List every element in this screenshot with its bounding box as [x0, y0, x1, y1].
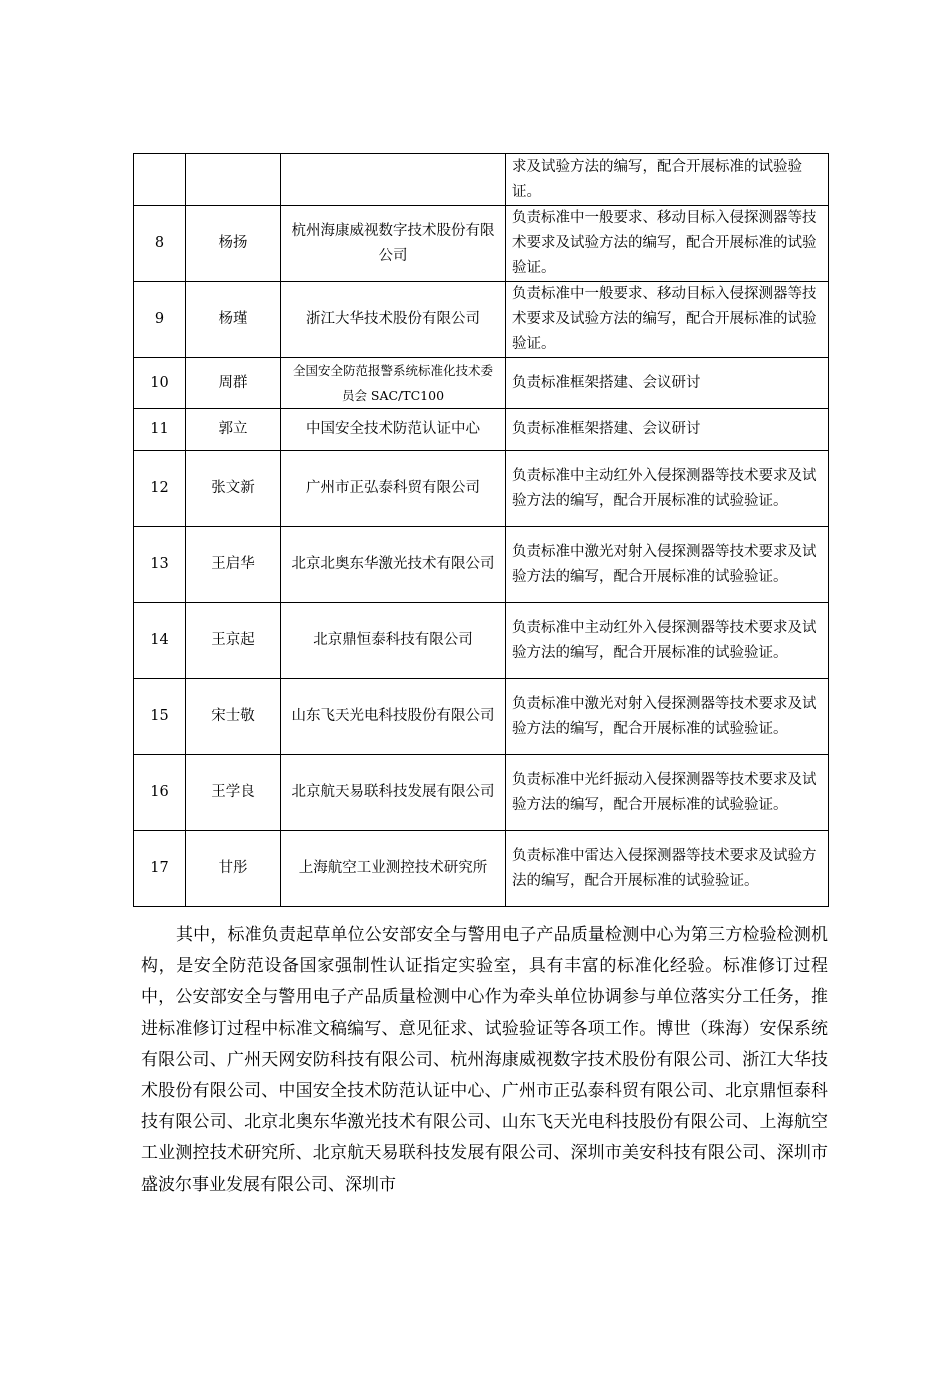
member-name: 甘彤 — [186, 831, 281, 907]
table-row — [134, 603, 829, 679]
member-name: 周群 — [186, 358, 281, 409]
table-row — [134, 679, 829, 755]
member-duty: 负责标准中一般要求、移动目标入侵探测器等技术要求及试验方法的编写，配合开展标准的试验验证。 — [506, 206, 829, 282]
member-name: 张文新 — [186, 451, 281, 527]
member-name — [186, 154, 281, 206]
table-row — [134, 206, 829, 282]
row-number: 17 — [134, 831, 186, 907]
member-duty: 负责标准中雷达入侵探测器等技术要求及试验方法的编写，配合开展标准的试验验证。 — [506, 831, 829, 907]
row-number: 8 — [134, 206, 186, 282]
member-unit: 上海航空工业测控技术研究所 — [281, 831, 506, 907]
table-row — [134, 282, 829, 358]
member-name: 郭立 — [186, 409, 281, 451]
member-duty: 负责标准中一般要求、移动目标入侵探测器等技术要求及试验方法的编写，配合开展标准的试验验证。 — [506, 282, 829, 358]
member-unit: 杭州海康威视数字技术股份有限公司 — [281, 206, 506, 282]
member-unit: 北京北奥东华激光技术有限公司 — [281, 527, 506, 603]
member-duty: 负责标准中激光对射入侵探测器等技术要求及试验方法的编写，配合开展标准的试验验证。 — [506, 679, 829, 755]
table-row — [134, 831, 829, 907]
member-unit: 全国安全防范报警系统标准化技术委员会 SAC/TC100 — [281, 358, 506, 409]
member-unit: 北京航天易联科技发展有限公司 — [281, 755, 506, 831]
row-number: 16 — [134, 755, 186, 831]
member-unit: 中国安全技术防范认证中心 — [281, 409, 506, 451]
member-duty: 负责标准框架搭建、会议研讨 — [506, 409, 829, 451]
member-unit — [281, 154, 506, 206]
member-name: 宋士敬 — [186, 679, 281, 755]
member-unit: 广州市正弘泰科贸有限公司 — [281, 451, 506, 527]
member-name: 王学良 — [186, 755, 281, 831]
row-number: 9 — [134, 282, 186, 358]
member-duty: 负责标准框架搭建、会议研讨 — [506, 358, 829, 409]
participant-table — [133, 153, 829, 907]
member-unit: 山东飞天光电科技股份有限公司 — [281, 679, 506, 755]
table-row — [134, 154, 829, 206]
table-row — [134, 755, 829, 831]
body-paragraph: 其中，标准负责起草单位公安部安全与警用电子产品质量检测中心为第三方检验检测机构，是安全防范设备国家强制性认证指定实验室，具有丰富的标准化经验。标准修订过程中，公安部安全与警用电子产品质量检测中心作为牵头单位协调参与单位落实分工任务，推进标准修订过程中标准文稿编写、意见征求、试验验证等各项工作。博世（珠海）安保系统有限公司、广州天网安防科技有限公司、杭州海康威视数字技术股份有限公司、浙江大华技术股份有限公司、中国安全技术防范认证中心、广州市正弘泰科贸有限公司、北京鼎恒泰科技有限公司、北京北奥东华激光技术有限公司、山东飞天光电科技股份有限公司、上海航空工业测控技术研究所、北京航天易联科技发展有限公司、深圳市美安科技有限公司、深圳市盛波尔事业发展有限公司、深圳市 — [141, 925, 828, 1195]
row-number: 10 — [134, 358, 186, 409]
table-row — [134, 451, 829, 527]
row-number: 13 — [134, 527, 186, 603]
member-name: 杨瑾 — [186, 282, 281, 358]
table-row — [134, 527, 829, 603]
table-row — [134, 409, 829, 451]
row-number — [134, 154, 186, 206]
member-duty: 负责标准中主动红外入侵探测器等技术要求及试验方法的编写，配合开展标准的试验验证。 — [506, 451, 829, 527]
member-duty: 负责标准中激光对射入侵探测器等技术要求及试验方法的编写，配合开展标准的试验验证。 — [506, 527, 829, 603]
row-number: 14 — [134, 603, 186, 679]
member-duty: 负责标准中主动红外入侵探测器等技术要求及试验方法的编写，配合开展标准的试验验证。 — [506, 603, 829, 679]
row-number: 11 — [134, 409, 186, 451]
member-name: 王京起 — [186, 603, 281, 679]
member-name: 王启华 — [186, 527, 281, 603]
member-unit: 北京鼎恒泰科技有限公司 — [281, 603, 506, 679]
table-row — [134, 358, 829, 409]
row-number: 12 — [134, 451, 186, 527]
member-duty: 求及试验方法的编写，配合开展标准的试验验证。 — [506, 154, 829, 206]
member-unit: 浙江大华技术股份有限公司 — [281, 282, 506, 358]
row-number: 15 — [134, 679, 186, 755]
member-duty: 负责标准中光纤振动入侵探测器等技术要求及试验方法的编写，配合开展标准的试验验证。 — [506, 755, 829, 831]
member-name: 杨扬 — [186, 206, 281, 282]
